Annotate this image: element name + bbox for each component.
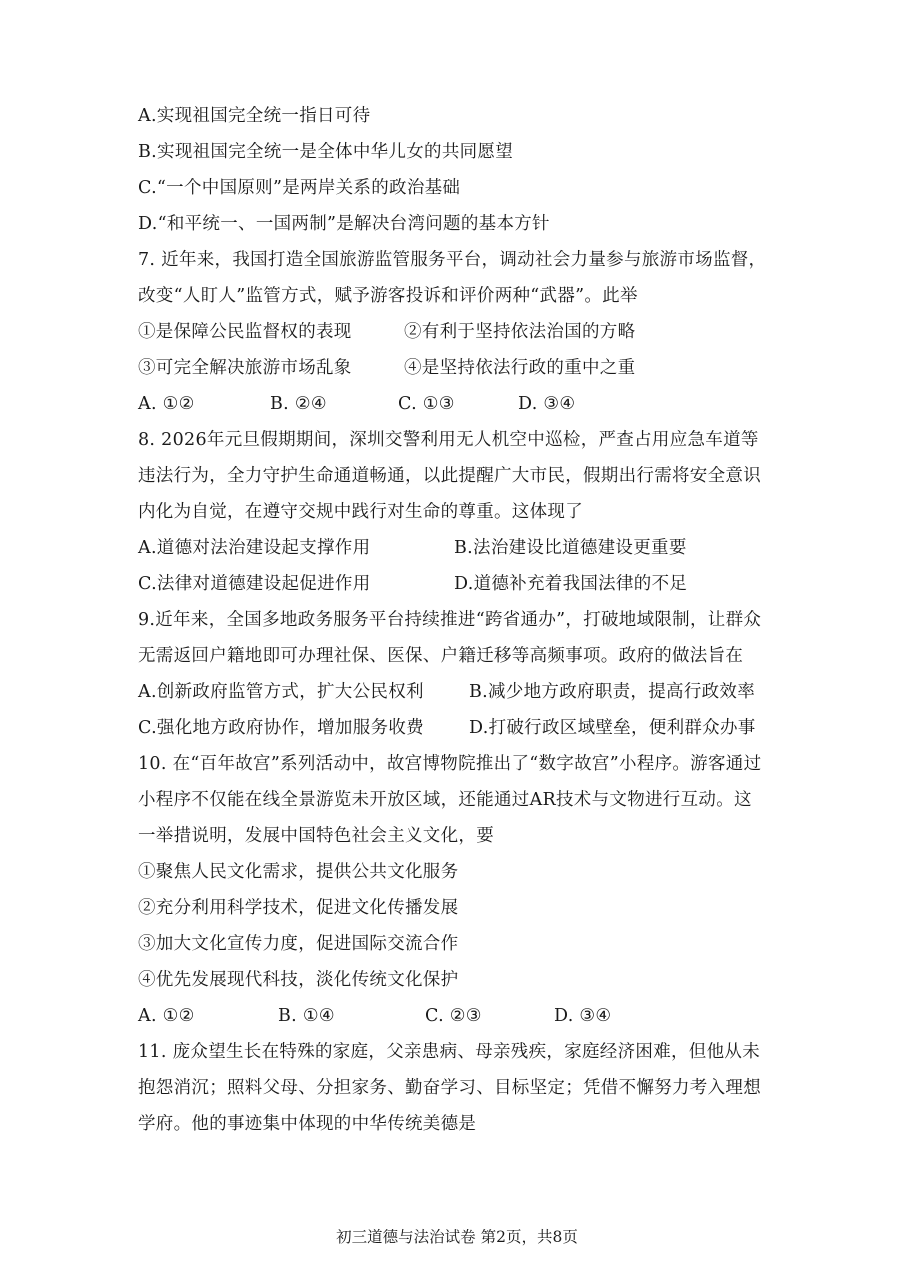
q8-option-a: A.道德对法治建设起支撑作用 xyxy=(138,538,371,558)
q6-option-b: B.实现祖国完全统一是全体中华儿女的共同愿望 xyxy=(138,142,514,162)
q9-stem-line-2: 无需返回户籍地即可办理社保、医保、户籍迁移等高频事项。政府的做法旨在 xyxy=(138,646,744,666)
q7-choice-c: C. ①③ xyxy=(398,394,455,414)
q8-stem-line-3: 内化为自觉，在遵守交规中践行对生命的尊重。这体现了 xyxy=(138,502,583,522)
q10-choice-d: D. ③④ xyxy=(554,1006,612,1026)
q10-stem-line-3: 一举措说明，发展中国特色社会主义文化，要 xyxy=(138,826,494,846)
q9-option-a: A.创新政府监管方式，扩大公民权利 xyxy=(138,682,424,702)
q9-option-c: C.强化地方政府协作，增加服务收费 xyxy=(138,718,424,738)
q10-choice-c: C. ②③ xyxy=(425,1006,482,1026)
q7-choice-a: A. ①② xyxy=(138,394,195,414)
q8-stem-line-2: 违法行为，全力守护生命通道畅通，以此提醒广大市民，假期出行需将安全意识 xyxy=(138,466,761,486)
q7-statement-4: ④是坚持依法行政的重中之重 xyxy=(404,358,636,378)
q9-stem-line-1: 9.近年来，全国多地政务服务平台持续推进“跨省通办”，打破地域限制，让群众 xyxy=(138,610,762,630)
q7-choice-d: D. ③④ xyxy=(518,394,576,414)
q10-statement-4: ④优先发展现代科技，淡化传统文化保护 xyxy=(138,970,459,990)
q7-stem-line-2: 改变“人盯人”监管方式，赋予游客投诉和评价两种“武器”。此举 xyxy=(138,286,638,306)
q8-option-b: B.法治建设比道德建设更重要 xyxy=(454,538,687,558)
q10-statement-1: ①聚焦人民文化需求，提供公共文化服务 xyxy=(138,862,459,882)
q7-statement-1: ①是保障公民监督权的表现 xyxy=(138,322,352,342)
q10-stem-line-2: 小程序不仅能在线全景游览未开放区域，还能通过AR技术与文物进行互动。这 xyxy=(138,790,752,810)
q10-statement-3: ③加大文化宣传力度，促进国际交流合作 xyxy=(138,934,459,954)
q11-stem-line-1: 11. 庞众望生长在特殊的家庭，父亲患病、母亲残疾，家庭经济困难，但他从未 xyxy=(138,1042,760,1062)
q11-stem-line-2: 抱怨消沉；照料父母、分担家务、勤奋学习、目标坚定；凭借不懈努力考入理想 xyxy=(138,1078,761,1098)
q7-choice-b: B. ②④ xyxy=(270,394,327,414)
q7-statement-2: ②有利于坚持依法治国的方略 xyxy=(404,322,636,342)
q7-stem-line-1: 7. 近年来，我国打造全国旅游监管服务平台，调动社会力量参与旅游市场监督， xyxy=(138,250,767,270)
q10-choice-a: A. ①② xyxy=(138,1006,195,1026)
q6-option-d: D.“和平统一、一国两制”是解决台湾问题的基本方针 xyxy=(138,214,550,234)
q8-stem-line-1: 8. 2026年元旦假期期间，深圳交警利用无人机空中巡检，严查占用应急车道等 xyxy=(138,430,759,450)
q10-statement-2: ②充分利用科学技术，促进文化传播发展 xyxy=(138,898,459,918)
q6-option-c: C.“一个中国原则”是两岸关系的政治基础 xyxy=(138,178,461,198)
q9-option-b: B.减少地方政府职责，提高行政效率 xyxy=(469,682,756,702)
q6-option-a: A.实现祖国完全统一指日可待 xyxy=(138,106,371,126)
page-footer: 初三道德与法治试卷 第2页，共8页 xyxy=(336,1228,578,1246)
q9-option-d: D.打破行政区域壁垒，便利群众办事 xyxy=(469,718,756,738)
q10-choice-b: B. ①④ xyxy=(278,1006,335,1026)
q7-statement-3: ③可完全解决旅游市场乱象 xyxy=(138,358,352,378)
q10-stem-line-1: 10. 在“百年故宫”系列活动中，故宫博物院推出了“数字故宫”小程序。游客通过 xyxy=(138,754,762,774)
q8-option-d: D.道德补充着我国法律的不足 xyxy=(454,574,688,594)
q8-option-c: C.法律对道德建设起促进作用 xyxy=(138,574,371,594)
q11-stem-line-3: 学府。他的事迹集中体现的中华传统美德是 xyxy=(138,1114,477,1134)
